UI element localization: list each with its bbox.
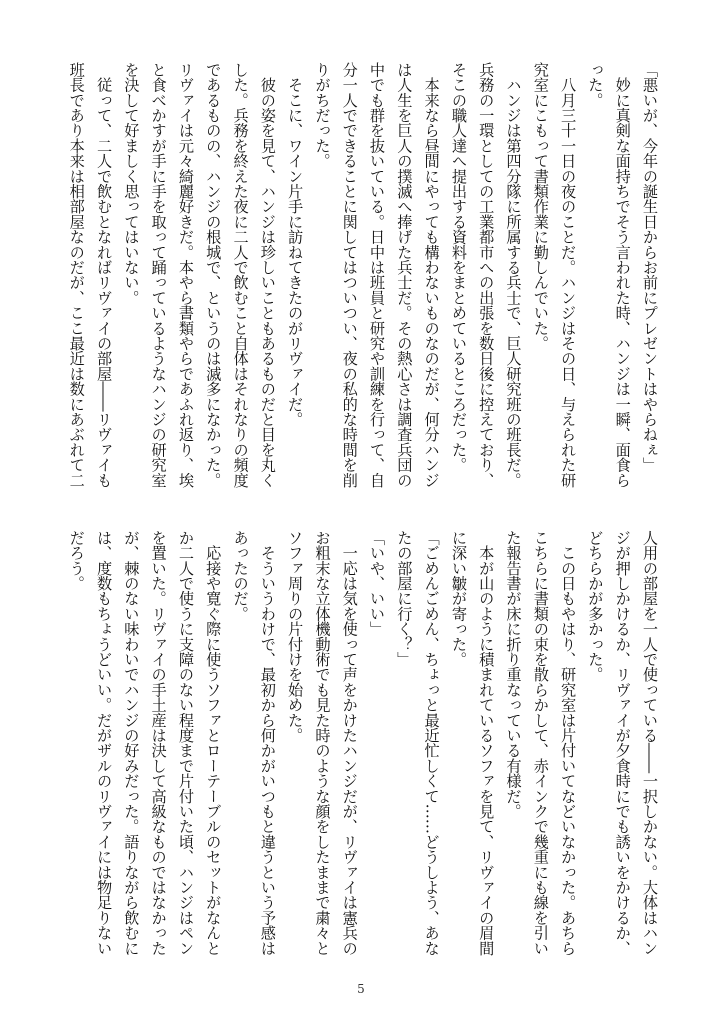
text-column: 班長であり本来は相部屋なのだが、ここ最近は数にあぶれて二 (67, 62, 86, 488)
text-column: こちらに書類の束を散らかして、赤インクで幾重にも線を引い (531, 530, 550, 956)
text-column: お粗末な立体機動術でも見た時のような顔をしたままで粛々と (313, 530, 332, 956)
text-column: 八月三十一日の夜のことだ。ハンジはその日、与えられた研 (559, 62, 578, 488)
upper-text-block (62, 62, 663, 502)
text-column: 「ごめんごめん、ちょっと最近忙しくて……どうしよう、あな (422, 530, 441, 956)
text-column: たの部屋に行く？」 (395, 530, 414, 667)
text-column: 人用の部屋を一人で使っている――一択しかない。大体はハン (641, 530, 659, 956)
text-column: は人生を巨人の撲滅へ捧げた兵士だ。その熱心さは調査兵団の (395, 62, 414, 488)
text-column: を決して好ましく思ってはいない。 (122, 62, 141, 306)
text-column: は、度数もちょうどいい。だがザルのリヴァイには物足りない (95, 530, 114, 956)
text-column: った。 (586, 62, 605, 108)
text-column: 本が山のように積まれているソファを見て、リヴァイの眉間 (477, 530, 496, 956)
text-column: あったのだ。 (231, 530, 250, 622)
page-number: 5 (357, 982, 365, 996)
text-column: リヴァイは元々綺麗好きだ。本やら書類やらであふれ返り、埃 (176, 62, 195, 488)
text-column: りがちだった。 (313, 62, 332, 169)
text-column: 「悪いが、今年の誕生日からお前にプレゼントはやらねぇ」 (641, 62, 659, 473)
text-column: と食べかすが手に手を取って踊っているようなハンジの研究室 (149, 62, 168, 488)
text-column: 分一人でできることに関してはついつい、夜の私的な時間を削 (340, 62, 359, 488)
text-column: ソファ周りの片付けを始めた。 (286, 530, 305, 743)
text-column: 中でも群を抜いている。日中は班員と研究や訓練を行って、自 (368, 62, 387, 488)
text-column: した。兵務を終えた夜に二人で飲むこと自体はそれなりの頻度 (231, 62, 250, 488)
text-column: 彼の姿を見て、ハンジは珍しいこともあるものだと目を丸く (258, 62, 277, 488)
lower-text-block (62, 530, 663, 970)
text-column: に深い皺が寄った。 (449, 530, 468, 667)
text-column: 兵務の一環としての工業都市への出張を数日後に控えており、 (477, 62, 496, 488)
text-column: が、棘のない味わいでハンジの好みだった。語りながら飲むに (122, 530, 141, 956)
text-column: 妙に真剣な面持ちでそう言われた時、ハンジは一瞬、面食ら (613, 62, 632, 488)
text-column: 「いや、いい」 (368, 530, 387, 637)
text-column: ジが押しかけるか、リヴァイが夕食時にでも誘いをかけるか、 (613, 530, 632, 956)
text-column: を置いた。リヴァイの手土産は決して高級なものではなかった (149, 530, 168, 956)
text-column: た報告書が床に折り重なっている有様だ。 (504, 530, 523, 819)
text-column: どちらかが多かった。 (586, 530, 605, 682)
text-column: だろう。 (67, 530, 86, 591)
text-column: 本来なら昼間にやっても構わないものなのだが、何分ハンジ (422, 62, 441, 488)
text-column: そこの職人達へ提出する資料をまとめているところだった。 (449, 62, 468, 473)
text-column: そういうわけで、最初から何かがいつもと違うという予感は (258, 530, 277, 956)
text-column: 一応は気を使って声をかけたハンジだが、リヴァイは憲兵の (340, 530, 359, 956)
text-column: 従って、二人で飲むとなればリヴァイの部屋――リヴァイも (95, 62, 114, 488)
text-column: この日もやはり、研究室は片付いてなどいなかった。あちら (559, 530, 578, 956)
text-column: か二人で使うに支障のない程度まで片付いた頃、ハンジはペン (176, 530, 195, 956)
text-column: 究室にこもって書類作業に勤しんでいた。 (531, 62, 550, 351)
text-column: 応接や寛ぐ際に使うソファとローテーブルのセットがなんと (204, 530, 223, 956)
text-column: であるものの、ハンジの根城で、というのは滅多になかった。 (204, 62, 223, 488)
text-column: ハンジは第四分隊に所属する兵士で、巨人研究班の班長だ。 (504, 62, 523, 488)
text-column: そこに、ワイン片手に訪ねてきたのがリヴァイだ。 (286, 62, 305, 427)
